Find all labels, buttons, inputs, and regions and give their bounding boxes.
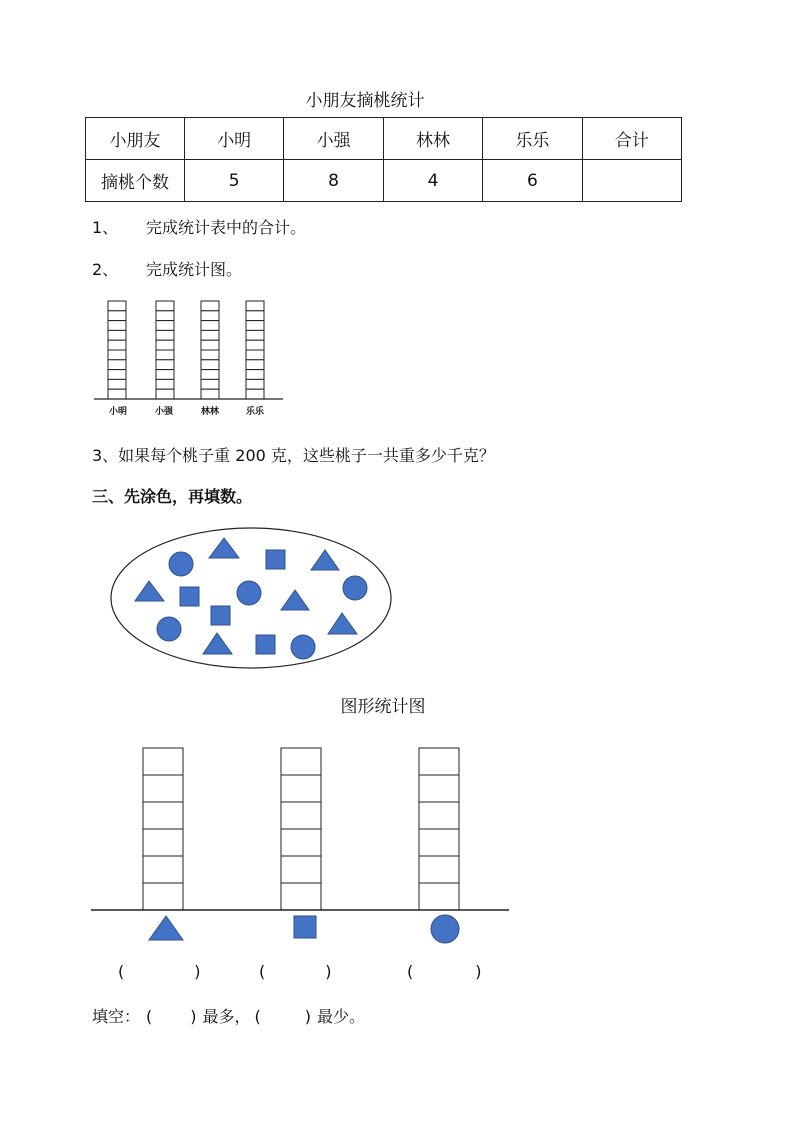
grid-cell[interactable] <box>108 360 126 370</box>
section-3-heading: 三、先涂色，再填数。 <box>92 487 253 506</box>
triangle-icon <box>149 916 183 940</box>
paren-open: ( <box>259 962 266 981</box>
grid-cell[interactable] <box>201 379 219 389</box>
grid-cell[interactable] <box>419 856 459 883</box>
column-label: 小明 <box>109 407 128 417</box>
grid-cell[interactable] <box>246 301 264 311</box>
square-column[interactable] <box>281 748 321 910</box>
grid-cell[interactable] <box>281 856 321 883</box>
header-cell: 林林 <box>383 118 482 160</box>
shapes-ellipse <box>108 526 398 672</box>
table-header-row <box>86 118 682 160</box>
grid-cell[interactable] <box>281 883 321 910</box>
grid-cell[interactable] <box>108 350 126 360</box>
least-label: 最少。 <box>317 1007 366 1026</box>
peach-column-4[interactable] <box>246 301 264 399</box>
triangle-column[interactable] <box>143 748 183 910</box>
grid-cell[interactable] <box>108 321 126 331</box>
triangle-icon[interactable] <box>311 550 339 570</box>
value-cell: 5 <box>185 160 284 202</box>
grid-cell[interactable] <box>419 802 459 829</box>
paren-close: ) <box>304 1007 312 1026</box>
grid-cell[interactable] <box>419 748 459 775</box>
grid-cell[interactable] <box>281 748 321 775</box>
column-label: 林林 <box>201 407 220 417</box>
grid-cell[interactable] <box>246 330 264 340</box>
grid-cell[interactable] <box>201 350 219 360</box>
grid-cell[interactable] <box>246 340 264 350</box>
shape-chart-title: 图形统计图 <box>340 697 426 717</box>
grid-cell[interactable] <box>246 360 264 370</box>
triangle-icon[interactable] <box>209 538 239 558</box>
fill-label: 填空： <box>92 1007 141 1026</box>
question-2-text: 完成统计图。 <box>146 260 243 279</box>
grid-cell[interactable] <box>246 350 264 360</box>
peach-stats-table <box>85 117 682 202</box>
header-cell: 小朋友 <box>86 118 185 160</box>
grid-cell[interactable] <box>108 340 126 350</box>
square-icon[interactable] <box>180 587 199 606</box>
grid-cell[interactable] <box>108 389 126 399</box>
grid-cell[interactable] <box>156 321 174 331</box>
grid-cell[interactable] <box>201 301 219 311</box>
grid-cell[interactable] <box>201 360 219 370</box>
circle-column[interactable] <box>419 748 459 910</box>
value-cell: 8 <box>284 160 383 202</box>
grid-cell[interactable] <box>156 360 174 370</box>
grid-cell[interactable] <box>156 340 174 350</box>
grid-cell[interactable] <box>281 802 321 829</box>
grid-cell[interactable] <box>246 389 264 399</box>
paren-close: ) <box>475 962 482 981</box>
peach-column-1[interactable] <box>108 301 126 399</box>
grid-cell[interactable] <box>156 311 174 321</box>
grid-cell[interactable] <box>156 330 174 340</box>
grid-cell[interactable] <box>201 389 219 399</box>
paren-open: ( <box>254 1007 261 1026</box>
question-1-number: 1、 <box>92 218 119 237</box>
column-label: 小强 <box>155 407 174 417</box>
header-cell: 小强 <box>284 118 383 160</box>
square-icon[interactable] <box>256 635 275 654</box>
question-1 <box>92 215 306 238</box>
grid-cell[interactable] <box>156 370 174 380</box>
grid-cell[interactable] <box>419 829 459 856</box>
square-icon[interactable] <box>266 550 285 569</box>
table-title: 小朋友摘桃统计 <box>305 91 425 111</box>
grid-cell[interactable] <box>419 775 459 802</box>
circle-icon <box>431 915 459 943</box>
most-label: 最多， <box>202 1007 251 1026</box>
grid-cell[interactable] <box>281 775 321 802</box>
header-cell: 合计 <box>582 118 681 160</box>
peach-column-3[interactable] <box>201 301 219 399</box>
triangle-icon[interactable] <box>281 590 309 610</box>
paren-close: ) <box>325 962 332 981</box>
grid-cell[interactable] <box>201 370 219 380</box>
triangle-icon[interactable] <box>203 633 232 654</box>
paren-open: ( <box>118 962 125 981</box>
grid-cell[interactable] <box>156 389 174 399</box>
grid-cell[interactable] <box>246 379 264 389</box>
grid-cell[interactable] <box>108 370 126 380</box>
grid-cell[interactable] <box>246 311 264 321</box>
total-cell[interactable] <box>582 160 681 202</box>
triangle-icon[interactable] <box>135 581 164 601</box>
grid-cell[interactable] <box>156 350 174 360</box>
grid-cell[interactable] <box>201 340 219 350</box>
grid-cell[interactable] <box>246 321 264 331</box>
circle-icon[interactable] <box>291 635 315 659</box>
grid-cell[interactable] <box>201 330 219 340</box>
fill-in-line <box>92 1004 365 1027</box>
grid-cell[interactable] <box>143 802 183 829</box>
count-blank-square[interactable] <box>259 962 332 981</box>
header-cell: 小明 <box>185 118 284 160</box>
grid-cell[interactable] <box>143 748 183 775</box>
peach-column-2[interactable] <box>156 301 174 399</box>
row-label-cell: 摘桃个数 <box>86 160 185 202</box>
grid-cell[interactable] <box>156 379 174 389</box>
paren-close: ) <box>190 1007 197 1026</box>
grid-cell[interactable] <box>143 829 183 856</box>
grid-cell[interactable] <box>143 856 183 883</box>
count-blank-triangle[interactable] <box>118 962 201 981</box>
value-cell: 4 <box>383 160 482 202</box>
grid-cell[interactable] <box>108 301 126 311</box>
grid-cell[interactable] <box>156 301 174 311</box>
grid-cell[interactable] <box>108 311 126 321</box>
shape-chart-grid <box>88 744 512 948</box>
square-icon <box>294 916 316 938</box>
square-icon[interactable] <box>211 606 230 625</box>
table-row <box>86 160 682 202</box>
grid-cell[interactable] <box>143 883 183 910</box>
circle-icon[interactable] <box>157 617 181 641</box>
grid-cell[interactable] <box>201 321 219 331</box>
value-cell: 6 <box>483 160 582 202</box>
question-1-text: 完成统计表中的合计。 <box>146 218 307 237</box>
grid-cell[interactable] <box>246 370 264 380</box>
circle-icon[interactable] <box>343 576 367 600</box>
paren-open: ( <box>407 962 414 981</box>
grid-cell[interactable] <box>143 775 183 802</box>
grid-cell[interactable] <box>108 379 126 389</box>
circle-icon[interactable] <box>237 581 261 605</box>
paren-close: ) <box>194 962 201 981</box>
grid-cell[interactable] <box>201 311 219 321</box>
circle-icon[interactable] <box>169 552 193 576</box>
header-cell: 乐乐 <box>483 118 582 160</box>
grid-cell[interactable] <box>281 829 321 856</box>
question-2 <box>92 257 242 280</box>
grid-cell[interactable] <box>108 330 126 340</box>
paren-open: ( <box>146 1007 153 1026</box>
column-label: 乐乐 <box>246 407 265 417</box>
count-blank-circle[interactable] <box>407 962 482 981</box>
question-3: 3、如果每个桃子重 200 克，这些桃子一共重多少千克？ <box>92 446 495 465</box>
grid-cell[interactable] <box>419 883 459 910</box>
triangle-icon[interactable] <box>328 613 357 634</box>
question-2-number: 2、 <box>92 260 119 279</box>
